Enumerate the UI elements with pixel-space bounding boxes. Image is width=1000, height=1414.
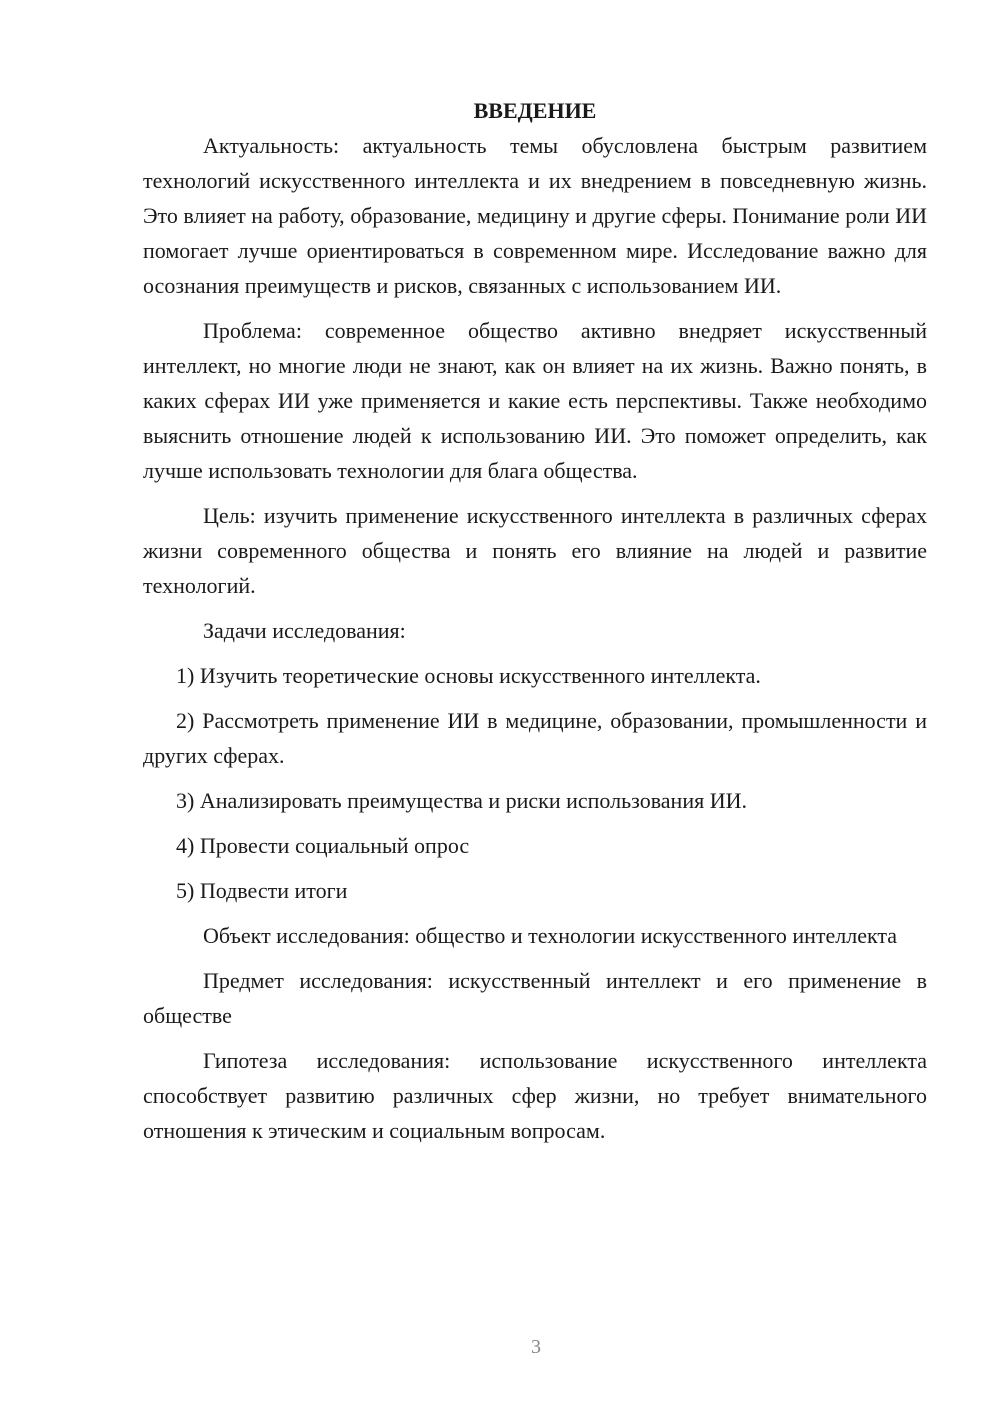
paragraph-object: Объект исследования: общество и технологии искусственного интеллекта <box>203 923 898 948</box>
paragraph-subject: Предмет исследования: искусственный интеллект и его применение в обществе <box>143 968 927 1028</box>
paragraph-goal: Цель: изучить применение искусственного интеллекта в различных сферах жизни современного общества и понять его влияние на людей и развитие технологий. <box>143 503 927 598</box>
paragraph-hypothesis: Гипотеза исследования: использование искусственного интеллекта способствует развитию различных сфер жизни, но требует внимательного отношения к этическим и социальным вопросам. <box>143 1048 927 1143</box>
list-item: 1) Изучить теоретические основы искусственного интеллекта. <box>176 663 761 688</box>
document-body <box>143 93 927 1148</box>
page-number: 3 <box>531 1336 541 1358</box>
list-item: 5) Подвести итоги <box>176 878 348 903</box>
paragraph-problem: Проблема: современное общество активно внедряет искусственный интеллект, но многие люди не знают, как он влияет на их жизнь. Важно понять, в каких сферах ИИ уже применяется и какие есть перспективы. Также необходимо выяснить отношение людей к использованию ИИ. Это поможет определить, как лучше использовать технологии для блага общества. <box>143 318 927 483</box>
list-item: 3) Анализировать преимущества и риски использования ИИ. <box>176 788 748 813</box>
list-item: 4) Провести социальный опрос <box>176 833 470 858</box>
page-title: ВВЕДЕНИЕ <box>473 98 597 123</box>
paragraph-relevance: Актуальность: актуальность темы обусловлена быстрым развитием технологий искусственного интеллекта и их внедрением в повседневную жизнь. Это влияет на работу, образование, медицину и другие сферы. Понимание роли ИИ помогает лучше ориентироваться в современном мире. Исследование важно для осознания преимуществ и рисков, связанных с использованием ИИ. <box>143 133 927 298</box>
list-item: 2) Рассмотреть применение ИИ в медицине, образовании, промышленности и других сферах. <box>143 708 927 768</box>
tasks-heading: Задачи исследования: <box>203 618 406 643</box>
